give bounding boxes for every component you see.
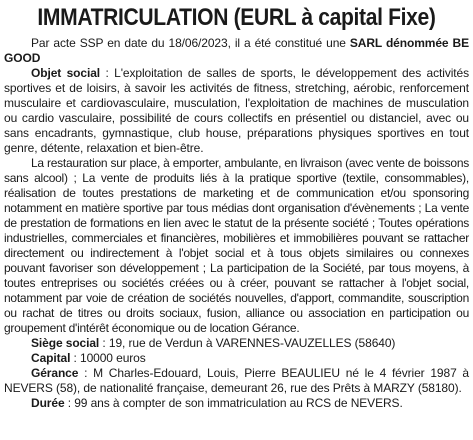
restauration-paragraph: La restauration sur place, à emporter, ambulante, en livraison (avec vente de boissons sans alcool) ; La vente de produits liés à la pratique sportive (textile, consommables), réalisation de toutes prestations de marketing et de communication et/ou sponsoring notamment en matière sportive par tous médias dont organisation d'évènements ; La vente de prestation de formations en lien avec le statut de la présente société ; Toutes opérations industrielles, commerciales et financières, mobilières et immobilières pouvant se rattacher directement ou indirectement à l'objet social et à tous objets similaires ou connexes pouvant favoriser son développement ; La participation de la Société, par tous moyens, à toutes entreprises ou sociétés créées ou à créer, pouvant se rattacher à l'objet social, notamment par voie de création de sociétés nouvelles, d'apport, commandite, souscription ou rachat de titres ou droits sociaux, fusion, alliance ou association en participation ou groupement d'intérêt économique ou de location Gérance. (4, 156, 469, 335)
duree-sep: : (64, 396, 75, 410)
company-name: SARL dénommée BE GOOD (4, 36, 469, 65)
gerance-sep: : (78, 366, 94, 380)
gerance-paragraph (4, 366, 469, 396)
capital-paragraph (4, 351, 469, 366)
objet-label: Objet social (31, 66, 101, 80)
duree-label: Durée (31, 396, 65, 410)
capital-text: 10000 euros (80, 351, 146, 365)
objet-text: L'exploitation de salles de sports, le développement des activités sportives et de loisirs, à savoir les activités de fitness, stretching, aérobic, renforcement musculaire et cardiovasculaire, musculation, l'exploitation de machines de musculation ou cardio vasculaire, possibilité de cours collectifs en présentiel ou distanciel, avec ou sans encadrants, gymnastique, club house, préparations physiques sportives en tout genre, détente, relaxation et bien-être. (4, 66, 469, 155)
siege-paragraph (4, 336, 469, 351)
gerance-text: M Charles-Edouard, Louis, Pierre BEAULIEU né le 4 février 1987 à NEVERS (58), de nationalité française, demeurant 26, rue des Prêts à MARZY (58180). (4, 366, 469, 395)
gerance-label: Gérance (31, 366, 79, 380)
duree-paragraph (4, 396, 469, 411)
intro-text: Par acte SSP en date du 18/06/2023, il a été constitué une (31, 36, 350, 50)
notice-title: IMMATRICULATION (EURL à capital Fixe) (37, 4, 436, 31)
objet-paragraph (4, 66, 469, 156)
siege-label: Siège social (31, 336, 100, 350)
intro-paragraph (4, 36, 469, 66)
duree-text: 99 ans à compter de son immatriculation au RCS de NEVERS. (74, 396, 403, 410)
notice-body (4, 36, 469, 411)
capital-sep: : (70, 351, 81, 365)
siege-sep: : (99, 336, 109, 350)
siege-text: 19, rue de Verdun à VARENNES-VAUZELLES (58640) (108, 336, 396, 350)
capital-label: Capital (31, 351, 71, 365)
objet-sep: : (100, 66, 115, 80)
